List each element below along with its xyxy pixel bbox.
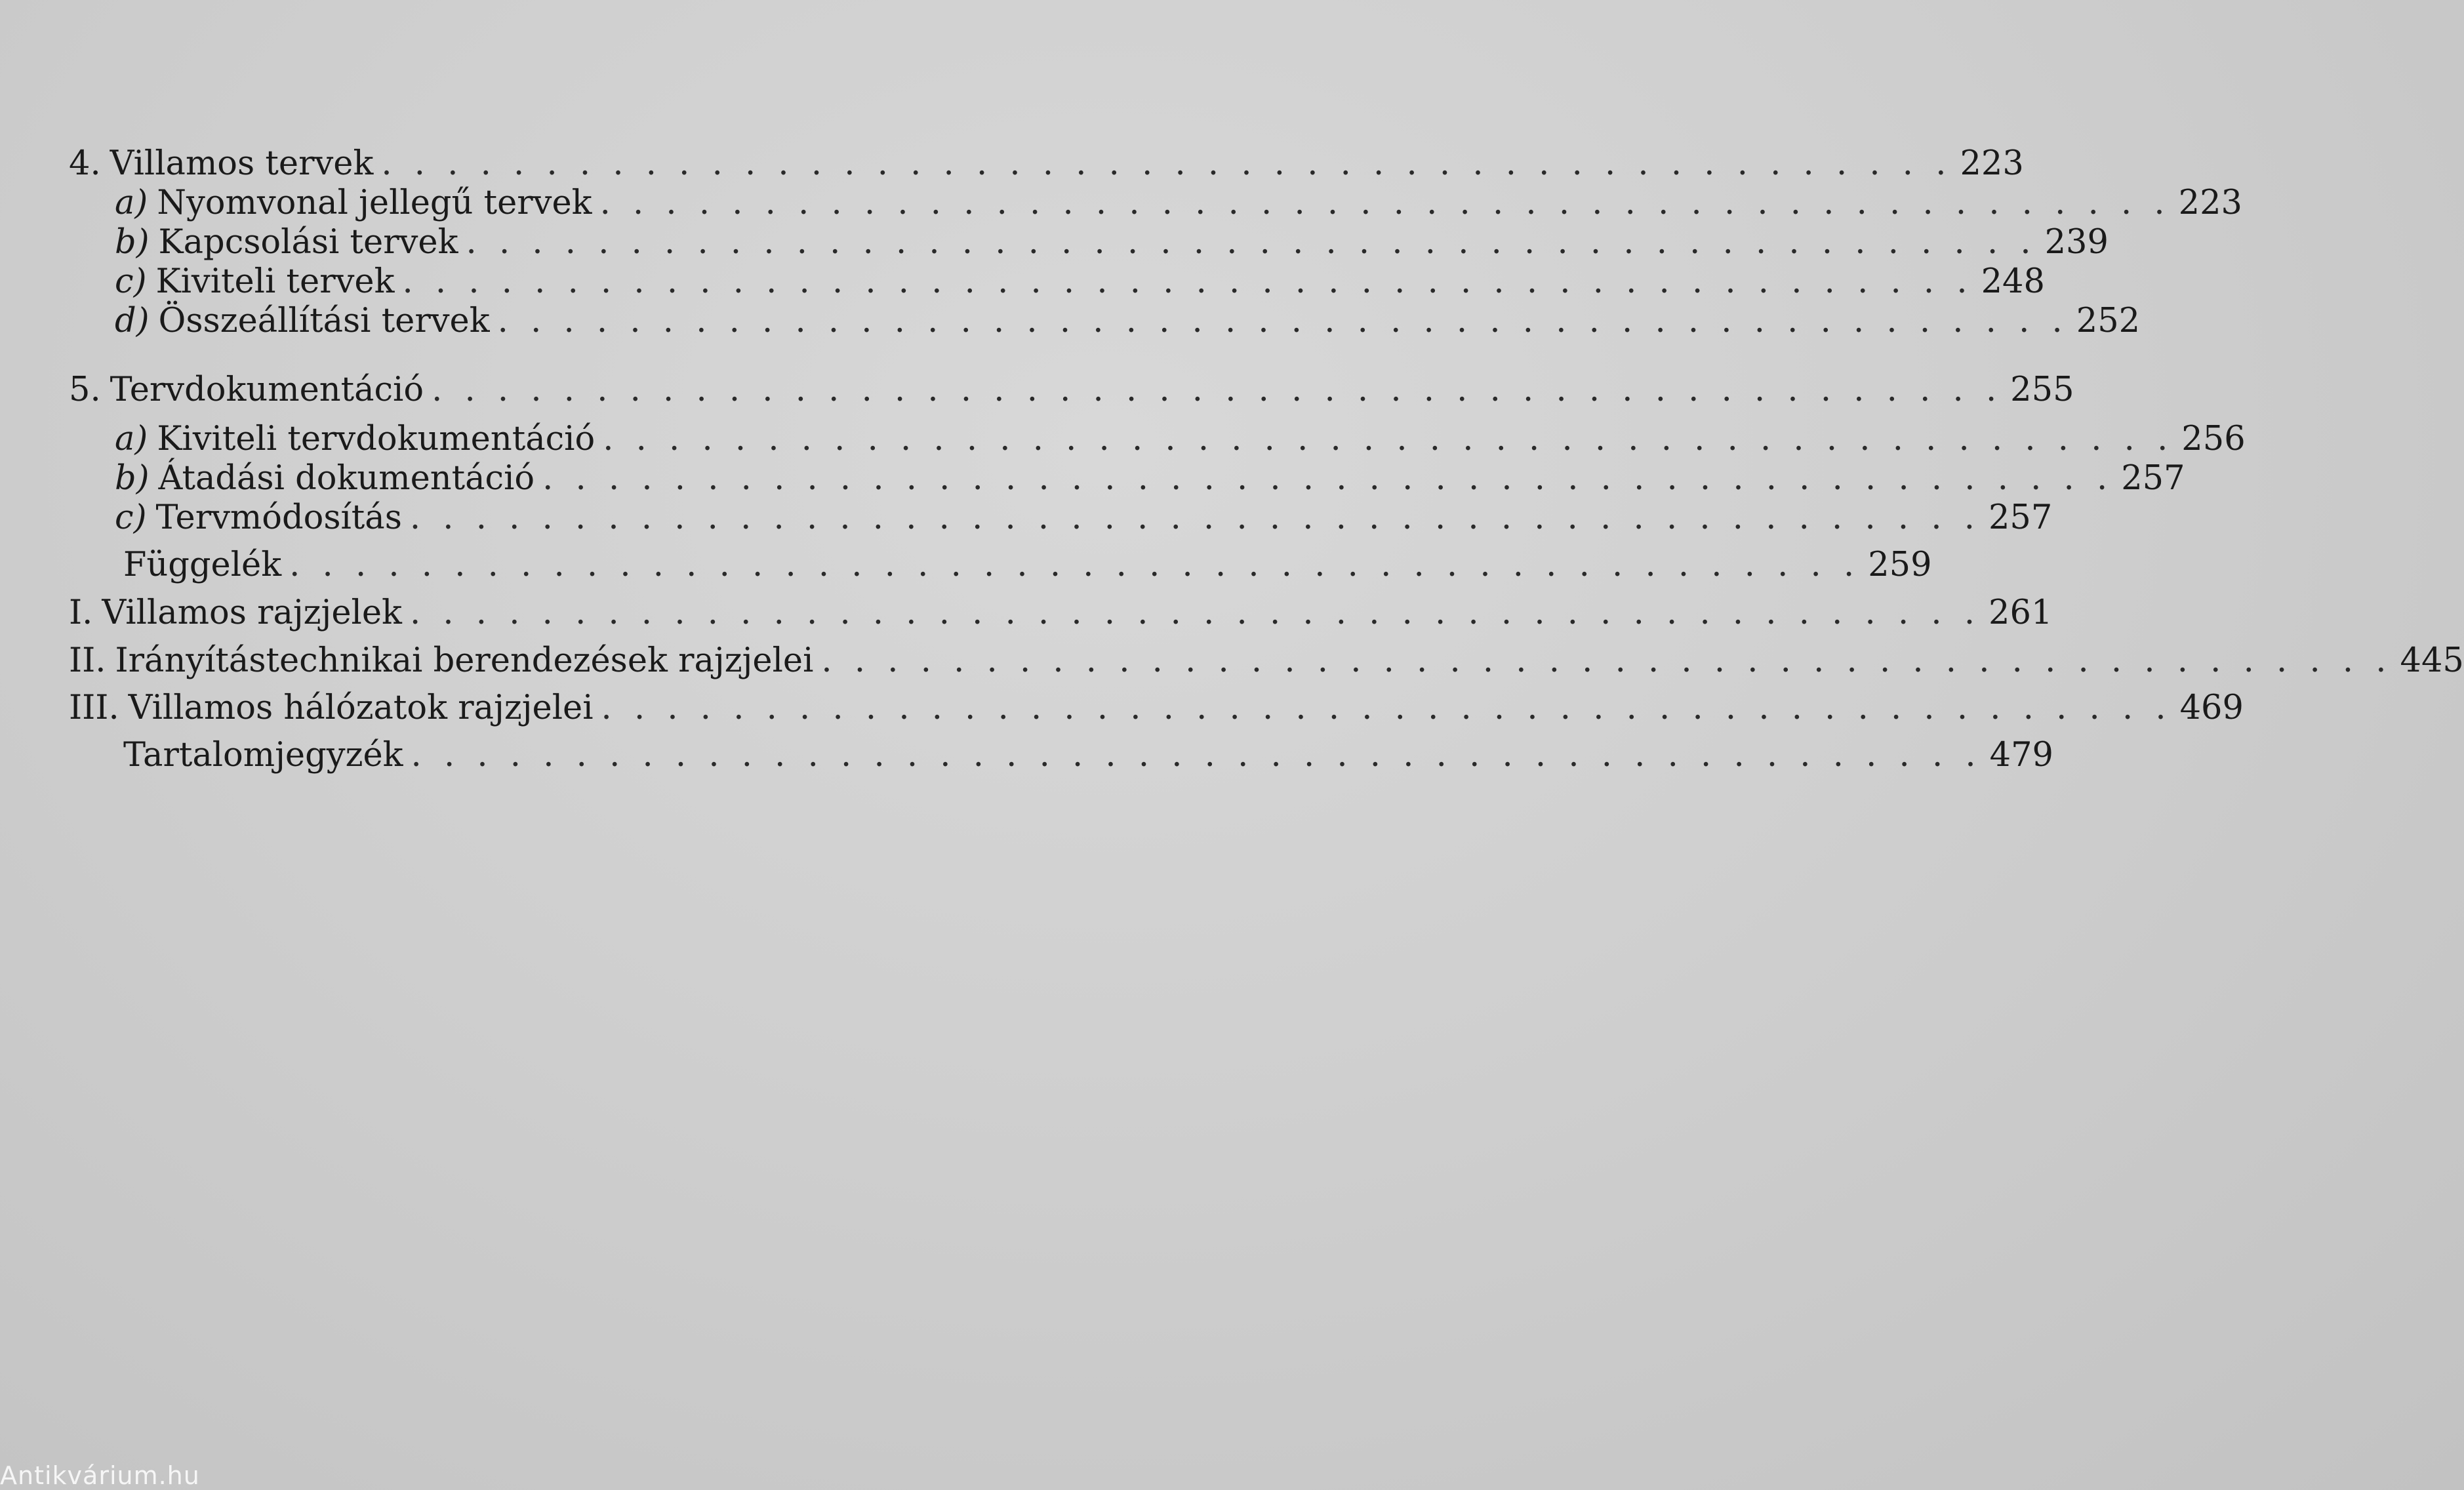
- toc-title: Tervdokumentáció: [110, 371, 424, 409]
- toc-entry-villamos-tervek: [69, 144, 2024, 184]
- toc-letter: a): [115, 184, 148, 222]
- toc-title: Tervmódosítás: [155, 498, 402, 537]
- toc-page-number: 252: [2076, 302, 2141, 340]
- toc-entry-tartalomjegyzek: [123, 736, 2053, 775]
- toc-roman-number: III.: [69, 689, 119, 727]
- toc-title: Villamos hálózatok rajzjelei: [128, 689, 594, 727]
- toc-title: Kapcsolási tervek: [158, 223, 458, 262]
- dot-leader: . . . . . . . . . . . . . . . . . . . . . . . . . . . . . . . . . . . . . . . . . . . . . . . .: [821, 641, 2393, 680]
- watermark: Antikvárium.hu: [0, 1461, 200, 1490]
- toc-entry-kapcsolasi-tervek: [115, 223, 2109, 262]
- toc-entry-fuggelek: [123, 546, 1932, 585]
- toc-page-number: 445: [2400, 641, 2464, 680]
- toc-title: Átadási dokumentáció: [158, 459, 535, 498]
- toc-entry-kiviteli-tervek: [115, 262, 2045, 302]
- toc-title: Kiviteli tervdokumentáció: [157, 420, 596, 458]
- toc-entry-atadasi-dokumentacio: [115, 459, 2185, 498]
- toc-page-number: 257: [2121, 459, 2185, 498]
- toc-title: Villamos rajzjelek: [102, 594, 402, 632]
- toc-letter: c): [115, 498, 147, 537]
- toc-letter: b): [115, 223, 150, 262]
- dot-leader: . . . . . . . . . . . . . . . . . . . . . . . . . . . . . . . . . . . . . . . . . . . . . . . .: [601, 689, 2172, 727]
- dot-leader: . . . . . . . . . . . . . . . . . . . . . . . . . . . . . . . . . . . . . . . . . . . . . . . .: [402, 262, 1973, 301]
- toc-title: Irányítástechnikai berendezések rajzjelei: [115, 641, 814, 680]
- dot-leader: . . . . . . . . . . . . . . . . . . . . . . . . . . . . . . . . . . . . . . . . . . . . . . . .: [497, 302, 2069, 340]
- toc-page-number: 469: [2179, 689, 2244, 727]
- toc-number: 5.: [69, 371, 101, 409]
- toc-page-number: 223: [1960, 144, 2024, 183]
- toc-entry-tervdokumentacio: [69, 371, 2074, 410]
- toc-title: Összeállítási tervek: [158, 302, 490, 340]
- toc-letter: a): [115, 420, 148, 458]
- toc-page-number: 259: [1868, 546, 1932, 584]
- dot-leader: . . . . . . . . . . . . . . . . . . . . . . . . . . . . . . . . . . . . . . . . . . . . . . . .: [289, 546, 1861, 584]
- toc-entry-iranyitastechnikai-rajzjelei: [69, 641, 2464, 681]
- toc-page-number: 261: [1989, 594, 2053, 632]
- toc-page-number: 248: [1981, 262, 2045, 301]
- toc-number: 4.: [69, 144, 101, 183]
- dot-leader: . . . . . . . . . . . . . . . . . . . . . . . . . . . . . . . . . . . . . . . . . . . . . . . .: [599, 184, 2171, 222]
- toc-title: Nyomvonal jellegű tervek: [157, 184, 592, 222]
- toc-entry-osszeallitasi-tervek: [115, 302, 2141, 341]
- toc-entry-villamos-halozatok-rajzjelei: [69, 689, 2244, 728]
- toc-entry-nyomvonal-jellegu-tervek: [115, 184, 2242, 223]
- dot-leader: . . . . . . . . . . . . . . . . . . . . . . . . . . . . . . . . . . . . . . . . . . . . . . . .: [603, 420, 2174, 458]
- toc-page-number: 256: [2181, 420, 2246, 458]
- dot-leader: . . . . . . . . . . . . . . . . . . . . . . . . . . . . . . . . . . . . . . . . . . . . . . . .: [411, 736, 1982, 775]
- dot-leader: . . . . . . . . . . . . . . . . . . . . . . . . . . . . . . . . . . . . . . . . . . . . . . . .: [409, 594, 1981, 632]
- dot-leader: . . . . . . . . . . . . . . . . . . . . . . . . . . . . . . . . . . . . . . . . . . . . . . . .: [381, 144, 1952, 183]
- toc-letter: b): [115, 459, 150, 498]
- toc-title: Függelék: [123, 546, 282, 584]
- toc-page-number: 255: [2010, 371, 2074, 409]
- toc-letter: c): [115, 262, 147, 301]
- dot-leader: . . . . . . . . . . . . . . . . . . . . . . . . . . . . . . . . . . . . . . . . . . . . . . . .: [466, 223, 2037, 262]
- toc-entry-villamos-rajzjelek: [69, 594, 2053, 633]
- toc-page-number: 479: [1989, 736, 2053, 775]
- toc-page-number: 223: [2178, 184, 2242, 222]
- dot-leader: . . . . . . . . . . . . . . . . . . . . . . . . . . . . . . . . . . . . . . . . . . . . . . . .: [542, 459, 2114, 498]
- dot-leader: . . . . . . . . . . . . . . . . . . . . . . . . . . . . . . . . . . . . . . . . . . . . . . . .: [432, 371, 2003, 409]
- toc-entry-tervmodositas: [115, 498, 2053, 538]
- toc-page-number: 239: [2044, 223, 2109, 262]
- toc-roman-number: I.: [69, 594, 93, 632]
- toc-title: Tartalomjegyzék: [123, 736, 403, 775]
- toc-letter: d): [115, 302, 150, 340]
- toc-entry-kiviteli-tervdokumentacio: [115, 420, 2246, 459]
- toc-title: Kiviteli tervek: [155, 262, 395, 301]
- toc-roman-number: II.: [69, 641, 106, 680]
- dot-leader: . . . . . . . . . . . . . . . . . . . . . . . . . . . . . . . . . . . . . . . . . . . . . . . .: [409, 498, 1981, 537]
- toc-title: Villamos tervek: [110, 144, 374, 183]
- toc-page-number: 257: [1988, 498, 2053, 537]
